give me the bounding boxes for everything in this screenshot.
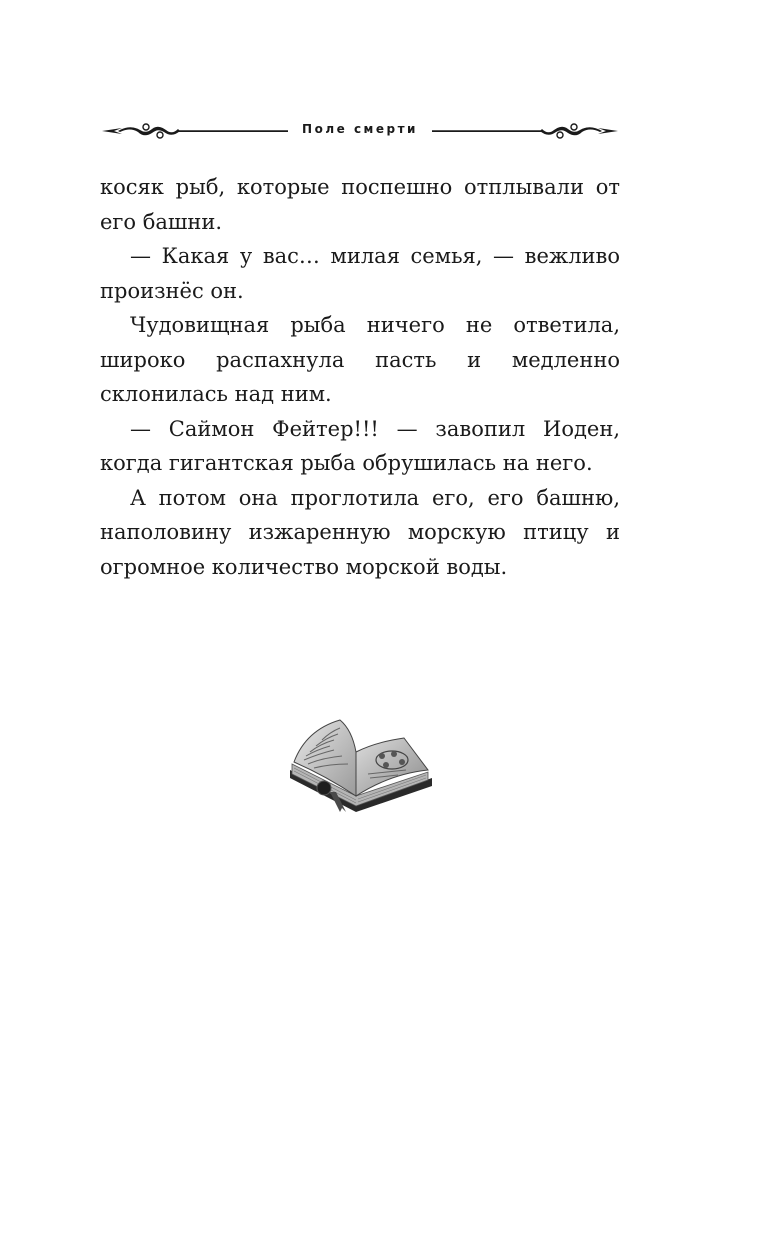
paragraph: косяк рыб, которые поспешно отплывали от его башни. [100, 175, 620, 234]
left-scroll-ornament-icon [100, 120, 288, 142]
right-scroll-ornament-icon [432, 120, 620, 142]
running-title: Поле смерти [302, 122, 418, 136]
paragraph: Чудовищная рыба ничего не ответила, широко распахнула пасть и медленно склонилась над ним. [100, 313, 620, 406]
paragraph: — Саймон Фейтер!!! — завопил Иоден, когда гигантская рыба обрушилась на него. [100, 416, 620, 475]
paragraph: А потом она проглотила его, его башню, наполовину изжаренную морскую птицу и огромное количество морской воды. [100, 485, 620, 579]
running-header [100, 118, 620, 144]
paragraph: — Какая у вас… милая семья, — вежливо произнёс он. [100, 244, 620, 303]
open-book-illustration-icon [286, 712, 436, 816]
body-text [100, 170, 620, 584]
